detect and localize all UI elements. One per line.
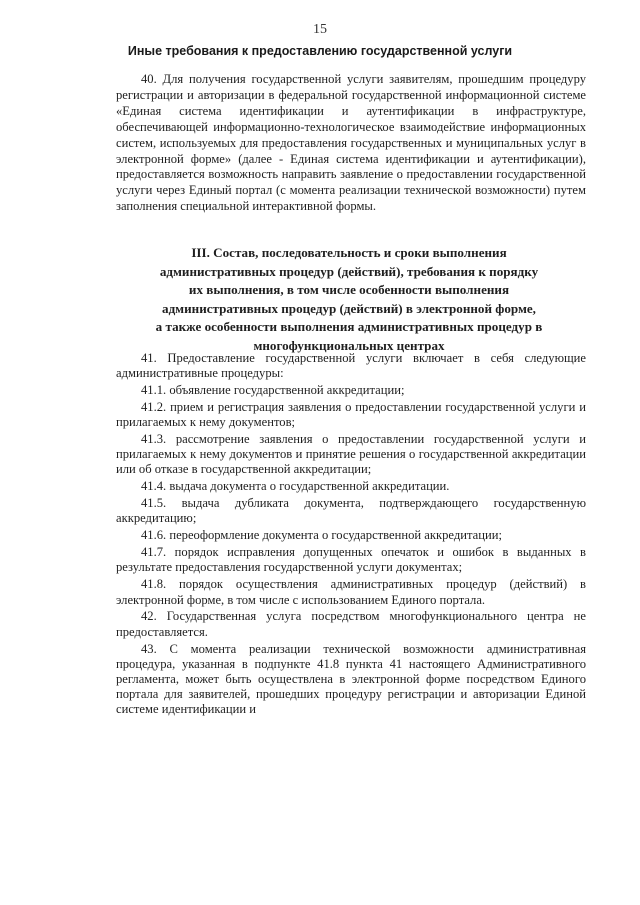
chapter-heading-line: административных процедур (действий) в электронной форме, [162,300,536,316]
chapter-heading [100,244,598,356]
section-heading: Иные требования к предоставлению государственной услуги [127,44,513,58]
chapter-heading-line: III. Состав, последовательность и сроки выполнения [191,245,507,260]
chapter-heading-line: а также особенности выполнения административных процедур в [155,319,543,335]
paragraph-41-3: 41.3. рассмотрение заявления о предоставлении государственной услуги и прилагаемых к нему документов и принятие решения о государственной аккредитации или об отказе в государственной аккредитации; [116,432,586,477]
paragraph-40: 40. Для получения государственной услуги заявителям, прошедшим процедуру регистрации и авторизации в федеральной государственной информационной системе «Единая система идентификации и аутентификации в инфраструктуре, обеспечивающей информационно-технологическое взаимодействие информационных систем, используемых для предоставления государственных и муниципальных услуг в электронной форме» (далее - Единая система идентификации и аутентификации), предоставляется возможность направить заявление о предоставлении государственной услуги через Единый портал (с момента реализации технической возможности) путем заполнения специальной интерактивной формы. [116,72,586,214]
chapter-heading-line: административных процедур (действий), требования к порядку [159,263,539,279]
paragraph-41-8: 41.8. порядок осуществления административных процедур (действий) в электронной форме, в том числе с использованием Единого портала. [116,577,586,607]
page-number: 15 [313,22,327,37]
paragraph-43: 43. С момента реализации технической возможности административная процедура, указанная в подпункте 41.8 пункта 41 настоящего Административного регламента, может быть осуществлена в электронной форме посредством Единого портала для заявителей, прошедших процедуру регистрации и авторизации Единой системе идентификации и [116,641,586,717]
paragraph-41-2: 41.2. прием и регистрация заявления о предоставлении государственной услуги и прилагаемых к нему документов; [116,399,586,430]
chapter-heading-line: их выполнения, в том числе особенности выполнения [188,282,510,298]
paragraph-41-6: 41.6. переоформление документа о государственной аккредитации; [141,528,502,543]
paragraph-42: 42. Государственная услуга посредством многофункционального центра не предоставляется. [116,609,586,639]
procedures-list [116,351,586,719]
paragraph-41-1: 41.1. объявление государственной аккредитации; [141,383,405,398]
paragraph-41: 41. Предоставление государственной услуги включает в себя следующие административные процедуры: [116,351,586,381]
paragraph-41-4: 41.4. выдача документа о государственной аккредитации. [141,479,450,494]
chapter-heading-line: многофункциональных центрах [253,337,445,353]
paragraph-41-7: 41.7. порядок исправления допущенных опечаток и ошибок в выданных в результате предоставления государственной услуги документах; [116,545,586,575]
paragraph-41-5: 41.5. выдача дубликата документа, подтверждающего государственную аккредитацию; [116,496,586,526]
